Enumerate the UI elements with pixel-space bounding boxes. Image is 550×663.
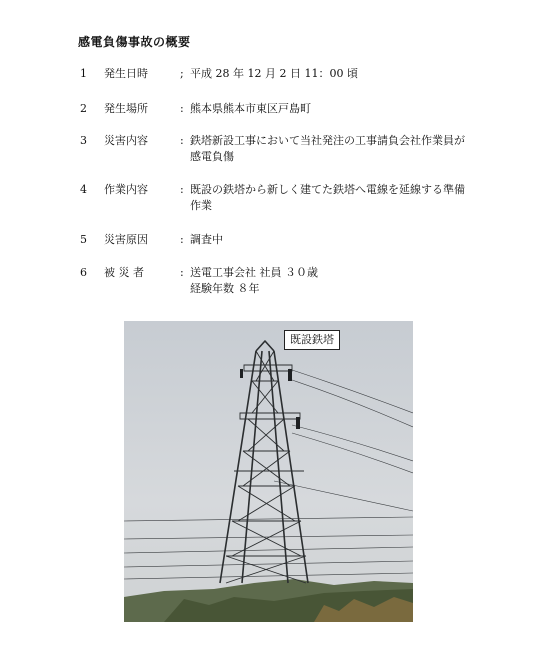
item-value-line: 熊本県熊本市東区戸島町 [190,102,311,115]
item-colon: : [180,183,184,196]
item-value [190,101,490,117]
item-value-line: 平成 28 年 12 月 2 日 11：00 頃 [190,67,358,80]
item-label: 発生場所 [104,102,148,115]
item-label: 作業内容 [104,183,148,196]
transmission-tower-photo [124,321,413,622]
item-value-line: 感電負傷 [190,150,234,163]
item-colon: ; [180,67,184,80]
item-label: 災害原因 [104,233,148,246]
item-number: 6 [80,266,87,279]
page-title: 感電負傷事故の概要 [78,35,191,49]
item-value-line: 経験年数 ８年 [190,282,260,295]
item-value-line: 鉄塔新設工事において当社発注の工事請負会社作業員が [190,134,465,147]
item-colon: : [180,233,184,246]
item-value [190,232,490,248]
item-label: 災害内容 [104,134,148,147]
item-value [190,182,490,214]
item-value-line: 既設の鉄塔から新しく建てた鉄塔へ電線を延線する準備 [190,183,465,196]
item-value [190,66,490,82]
callout-existing-tower: 既設鉄塔 [284,330,340,350]
item-value [190,265,490,297]
item-number: 5 [80,233,87,246]
item-label: 発生日時 [104,67,148,80]
item-colon: : [180,266,184,279]
item-number: 2 [80,102,87,115]
item-number: 1 [80,67,87,80]
item-value-line: 送電工事会社 社員 ３０歳 [190,266,318,279]
item-number: 4 [80,183,87,196]
item-value [190,133,490,165]
item-value-line: 作業 [190,199,212,212]
item-value-line: 調査中 [190,233,223,246]
item-label: 被 災 者 [104,266,144,279]
item-number: 3 [80,134,87,147]
item-colon: : [180,102,184,115]
item-colon: : [180,134,184,147]
